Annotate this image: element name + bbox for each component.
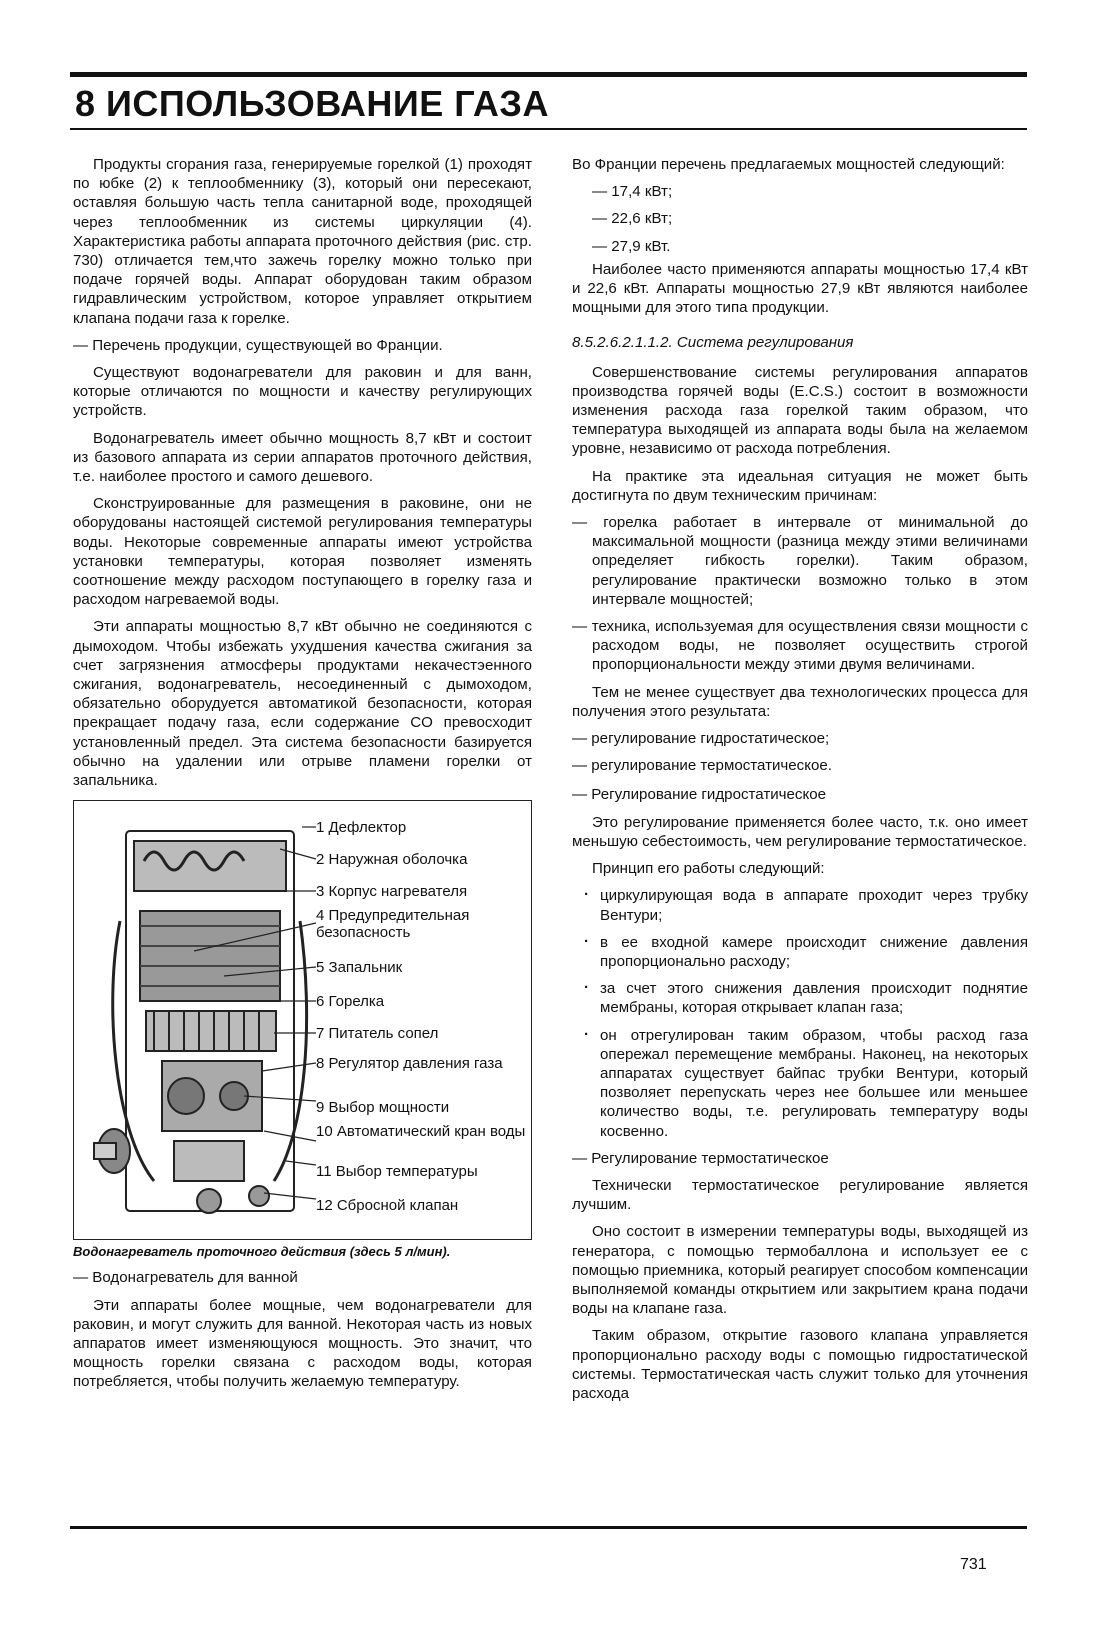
list-item: — горелка работает в интервале от минимальной до максимальной мощности (разница между этими величинами определяет гибкость горелки). Таким образом, регулирование практически возможно только в этом интервале мощностей; [572, 514, 1028, 608]
figure-label: 9 Выбор мощности [316, 1099, 450, 1117]
left-column [73, 155, 532, 1400]
section-heading: 8.5.2.6.2.1.1.2. Система регулирования [572, 334, 854, 352]
figure-label: 11 Выбор температуры [316, 1163, 478, 1181]
figure-label: 7 Питатель сопел [316, 1025, 439, 1043]
figure-label: 1 Дефлектор [316, 819, 407, 837]
list-item: — регулирование термостатическое. [572, 757, 832, 775]
header-top-rule [70, 72, 1027, 77]
header-bottom-rule [70, 128, 1027, 130]
list-item: — 17,4 кВт; [592, 183, 673, 201]
list-item: — Водонагреватель для ванной [73, 1269, 298, 1287]
paragraph: Это регулирование применяется более часто, т.к. оно имеет меньшую себестоимость, чем регулирование термостатическое. [572, 813, 1028, 850]
paragraph: Технически термостатическое регулирование является лучшим. [572, 1176, 1028, 1214]
figure-label: 2 Наружная оболочка [316, 851, 468, 869]
bullet-item: · за счет этого снижения давления происходит поднятие мембраны, которая открывает клапан газа; [572, 979, 1028, 1017]
paragraph: Во Франции перечень предлагаемых мощностей следующий: [572, 156, 1005, 173]
paragraph: Продукты сгорания газа, генерируемые горелкой (1) проходят по юбке (2) к теплообменнику (3), который они пересекают, оставляя большую часть тепла санитарной воде, проходящей через теплообменник из системы циркуляции (4). Характеристика работы аппарата проточного действия (рис. стр. 730) отличается тем,что зажечь горелку можно только при подаче горячей воды. Аппарат оборудован таким образом гидравлическим устройством, которое управляет открытием клапана подачи газа к горелке. [73, 156, 532, 327]
paragraph: Тем не менее существует два технологических процесса для получения этого результата: [572, 683, 1028, 720]
paragraph: Эти аппараты мощностью 8,7 кВт обычно не соединяются с дымоходом. Чтобы избежать ухудшения качества сжигания за счет загрязнения атмосферы продуктами некачестэенного сжигания, водонагреватель, несоединенный с дымоходом, обязательно оборудуется автоматикой безопасности, которая прекращает подачу газа, если содержание CO превосходит установленный предел. Эта система безопасности базируется обычно на удалении или отрыве пламени горелки от запальника. [73, 618, 532, 790]
page-number: 731 [960, 1556, 987, 1573]
bullet-item: · циркулирующая вода в аппарате проходит через трубку Вентури; [572, 886, 1028, 924]
list-item: — техника, используемая для осуществления связи мощности с расходом воды, не позволяет осуществить строгой пропорциональности между этими двумя величинами. [572, 618, 1028, 674]
list-item: — Перечень продукции, существующей во Франции. [73, 336, 443, 354]
paragraph: Существуют водонагреватели для раковин и для ванн, которые отличаются по мощности и качеству регулирующих устройств. [73, 364, 532, 420]
subheading: — Регулирование гидростатическое [572, 786, 827, 804]
paragraph: Оно состоит в измерении температуры воды, выходящей из генератора, с помощью термобаллона и использует ее с помощью приемника, который реагирует способом компенсации выполняемой команды открытием или закрытием крана подачи воды на клапане газа. [572, 1223, 1028, 1318]
paragraph: Эти аппараты более мощные, чем водонагреватели для раковин, и могут служить для ванной. Некоторая часть из новых аппаратов имеет изменяющуюся мощность. Это значит, что мощность горелки связана с расходом воды, которая потребляется, чтобы получить желаемую температуру. [73, 1296, 532, 1391]
figure-label: 5 Запальник [316, 959, 403, 977]
list-item: — 27,9 кВт. [592, 237, 671, 255]
list-item: — 22,6 кВт; [592, 210, 673, 228]
paragraph: Водонагреватель имеет обычно мощность 8,7 кВт и состоит из базового аппарата из серии аппаратов проточного действия, т.е. наиболее простого и самого дешевого. [73, 429, 532, 486]
figure-label: 3 Корпус нагревателя [316, 883, 468, 901]
figure-label: 6 Горелка [316, 993, 385, 1011]
paragraph: Совершенствование системы регулирования аппаратов производства горячей воды (E.C.S.) состоит в возможности изменения расхода газа горелкой таким образом, что температура выходящей из аппарата воды была на желаемом уровне, независимо от расхода потребления. [572, 363, 1028, 458]
figure-caption: Водонагреватель проточного действия (здесь 5 л/мин). [73, 1244, 451, 1260]
paragraph: Принцип его работы следующий: [592, 860, 825, 878]
bullet-item: · в ее входной камере происходит снижение давления пропорционально расходу; [572, 933, 1028, 971]
paragraph: Сконструированные для размещения в раковине, они не оборудованы настоящей системой регулирования температуры воды. Некоторые современные аппараты имеют устройства установки температуры, которая позволяет изменять соотношение между расходом поступающего в горелку газа и расходом нагреваемой воды. [73, 495, 532, 609]
footer-rule [70, 1526, 1027, 1529]
figure-label: 10 Автоматический кран воды [316, 1123, 526, 1141]
paragraph: Таким образом, открытие газового клапана управляется пропорционально расходу воды с помощью гидростатической системы. Термостатическая часть служит только для уточнения расхода [572, 1327, 1028, 1402]
bullet-item: · он отрегулирован таким образом, чтобы расход газа опережал перемещение мембраны. Наконец, на некоторых аппаратах существует байпас трубки Вентури, который позволяет перепускать через нее большее или меньшее количество воды, т.е. регулировать температуру воды косвенно. [572, 1026, 1028, 1141]
list-item: — регулирование гидростатическое; [572, 730, 830, 748]
water-heater-figure [73, 800, 532, 1240]
right-column [572, 155, 1028, 1411]
subheading: — Регулирование термостатическое [572, 1149, 829, 1167]
paragraph: На практике эта идеальная ситуация не может быть достигнута по двум техническим причинам: [572, 467, 1028, 504]
figure-label: 4 Предупредительная безопасность [316, 907, 470, 942]
paragraph: Наиболее часто применяются аппараты мощностью 17,4 кВт и 22,6 кВт. Аппараты мощностью 27,9 кВт являются наиболее мощными для этого типа продукции. [572, 260, 1028, 317]
figure-label: 12 Сбросной клапан [316, 1197, 459, 1215]
figure-label: 8 Регулятор давления газа [316, 1055, 503, 1073]
chapter-title: 8 ИСПОЛЬЗОВАНИЕ ГАЗА [75, 83, 549, 124]
